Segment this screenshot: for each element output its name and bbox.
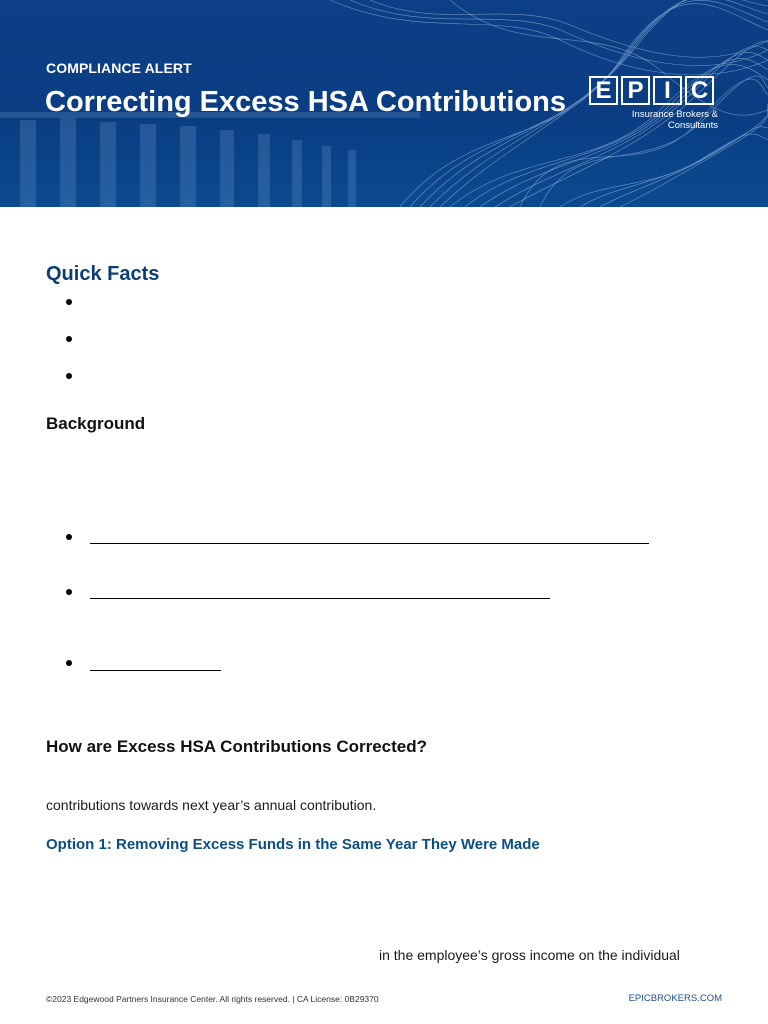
logo-letter-c: C bbox=[685, 76, 714, 105]
background-bullet bbox=[66, 534, 72, 540]
logo-letter-i: I bbox=[653, 76, 682, 105]
logo-tagline bbox=[589, 109, 721, 131]
quick-fact-bullet bbox=[66, 373, 72, 379]
correction-heading: How are Excess HSA Contributions Corrected? bbox=[46, 737, 428, 756]
underlined-link-line[interactable] bbox=[90, 543, 649, 544]
footer-website-link[interactable]: EPICBROKERS.COM bbox=[628, 993, 722, 1004]
logo-tagline-line2: Consultants bbox=[667, 120, 718, 131]
correction-paragraph: contributions towards next year’s annual contribution. bbox=[46, 797, 377, 813]
page-title: Correcting Excess HSA Contributions bbox=[45, 86, 567, 118]
underlined-link-line[interactable] bbox=[90, 598, 550, 599]
logo-letter-e: E bbox=[589, 76, 618, 105]
background-bullet bbox=[66, 660, 72, 666]
epic-logo bbox=[589, 76, 721, 136]
background-heading: Background bbox=[46, 414, 146, 433]
quick-fact-bullet bbox=[66, 299, 72, 305]
quick-facts-heading: Quick Facts bbox=[46, 263, 160, 285]
header-banner bbox=[0, 0, 768, 207]
option-1-heading: Option 1: Removing Excess Funds in the Same Year They Were Made bbox=[46, 836, 540, 853]
compliance-alert-label: COMPLIANCE ALERT bbox=[46, 60, 192, 76]
underlined-link-line[interactable] bbox=[90, 670, 221, 671]
logo-letters bbox=[589, 76, 721, 105]
background-bullet bbox=[66, 589, 72, 595]
option-1-paragraph: in the employee’s gross income on the individual bbox=[379, 947, 680, 963]
quick-fact-bullet bbox=[66, 336, 72, 342]
logo-letter-p: P bbox=[621, 76, 650, 105]
footer-copyright: ©2023 Edgewood Partners Insurance Center. All rights reserved. | CA License: 0B29370 bbox=[46, 994, 379, 1004]
logo-tagline-line1: Insurance Brokers & bbox=[631, 109, 718, 120]
